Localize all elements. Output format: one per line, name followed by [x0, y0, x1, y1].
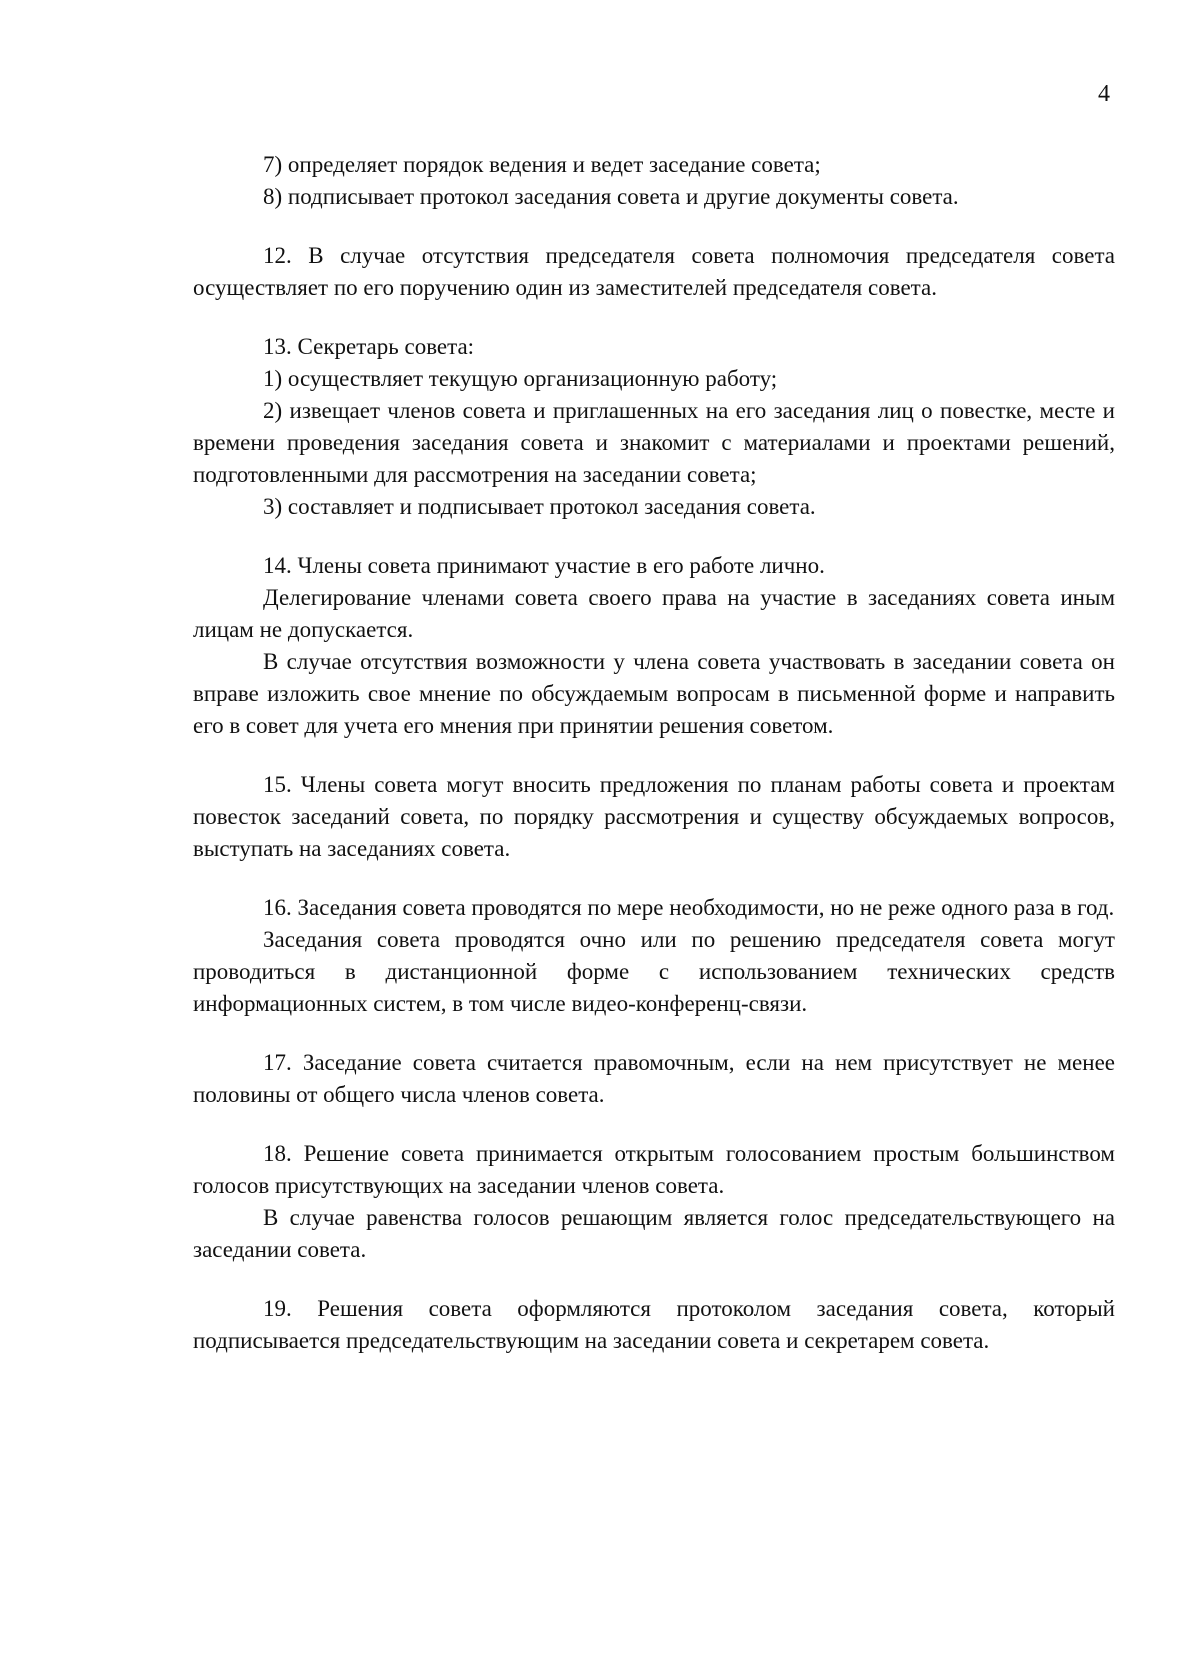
clause-13-heading: 13. Секретарь совета:: [263, 334, 475, 359]
clause-15: 15. Члены совета могут вносить предложения по планам работы совета и проектам повесток заседаний совета, по порядку рассмотрения и существу обсуждаемых вопросов, выступать на заседаниях совета.: [193, 772, 1115, 861]
clause-18-tie: В случае равенства голосов решающим является голос председательствующего на заседании совета.: [193, 1205, 1115, 1262]
clause-18: 18. Решение совета принимается открытым голосованием простым большинством голосов присутствующих на заседании членов совета.: [193, 1141, 1115, 1198]
clause-16: 16. Заседания совета проводятся по мере необходимости, но не реже одного раза в год.: [263, 895, 1115, 920]
clause-12: 12. В случае отсутствия председателя совета полномочия председателя совета осуществляет по его поручению один из заместителей председателя совета.: [193, 243, 1115, 300]
clause-14-absence: В случае отсутствия возможности у члена совета участвовать в заседании совета он вправе изложить свое мнение по обсуждаемым вопросам в письменной форме и направить его в совет для учета его мнения при принятии решения советом.: [193, 649, 1115, 738]
clause-14: 14. Члены совета принимают участие в его работе лично.: [263, 553, 825, 578]
clause-13-item-1: 1) осуществляет текущую организационную работу;: [263, 366, 778, 391]
list-item-7: 7) определяет порядок ведения и ведет заседание совета;: [263, 152, 821, 177]
document-body: [193, 149, 1115, 1357]
page-number: 4: [1098, 81, 1110, 107]
clause-14-delegation: Делегирование членами совета своего права на участие в заседаниях совета иным лицам не допускается.: [193, 585, 1115, 642]
clause-16-form: Заседания совета проводятся очно или по решению председателя совета могут проводиться в дистанционной форме с использованием технических средств информационных систем, в том числе видео-конференц-связи.: [193, 927, 1115, 1016]
list-item-8: 8) подписывает протокол заседания совета и другие документы совета.: [263, 184, 959, 209]
clause-17: 17. Заседание совета считается правомочным, если на нем присутствует не менее половины от общего числа членов совета.: [193, 1050, 1115, 1107]
clause-19: 19. Решения совета оформляются протоколом заседания совета, который подписывается председательствующим на заседании совета и секретарем совета.: [193, 1296, 1115, 1353]
clause-13-item-3: 3) составляет и подписывает протокол заседания совета.: [263, 494, 816, 519]
clause-13-item-2: 2) извещает членов совета и приглашенных на его заседания лиц о повестке, месте и времени проведения заседания совета и знакомит с материалами и проектами решений, подготовленными для рассмотрения на заседании совета;: [193, 398, 1115, 487]
